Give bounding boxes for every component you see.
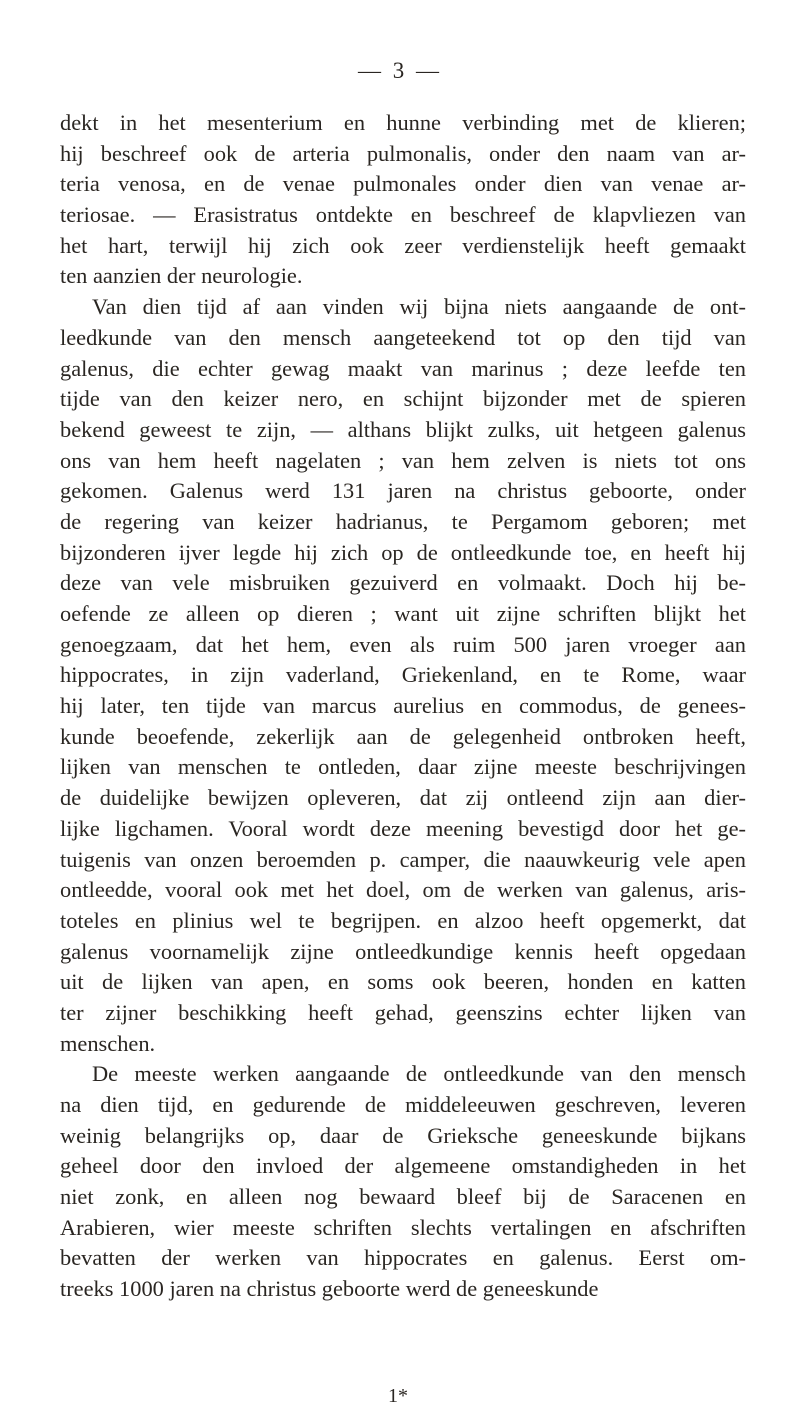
text-line: weinig belangrijks op, daar de Grieksche geneeskunde bijkans	[60, 1122, 746, 1148]
text-line: ons van hem heeft nagelaten ; van hem zelven is niets tot ons	[60, 447, 746, 473]
text-line: deze van vele misbruiken gezuiverd en volmaakt. Doch hij be-	[60, 570, 746, 596]
text-line: tuigenis van onzen beroemden p. camper, die naauwkeurig vele apen	[60, 846, 746, 872]
page-number-header: — 3 —	[358, 58, 442, 83]
text-line: na dien tijd, en gedurende de middeleeuwen geschreven, leveren	[60, 1092, 746, 1117]
text-line: niet zonk, en alleen nog bewaard bleef bij de Saracenen en	[60, 1184, 746, 1210]
text-line: bevatten der werken van hippocrates en galenus. Eerst om-	[60, 1245, 746, 1271]
text-line: de duidelijke bewijzen opleveren, dat zij ontleend zijn aan dier-	[60, 785, 746, 811]
signature-mark: 1*	[388, 1385, 408, 1407]
text-line: dekt in het mesenterium en hunne verbinding met de klieren;	[60, 110, 746, 135]
text-line: het hart, terwijl hij zich ook zeer verdienstelijk heeft gemaakt	[60, 232, 746, 258]
text-line: hippocrates, in zijn vaderland, Griekenland, en te Rome, waar	[60, 662, 746, 688]
text-line: geheel door den invloed der algemeene omstandigheden in het	[60, 1153, 746, 1179]
text-line: leedkunde van den mensch aangeteekend tot op den tijd van	[60, 324, 746, 350]
text-line: ontleedde, vooral ook met het doel, om de werken van galenus, aris-	[60, 877, 746, 903]
text-line: galenus, die echter gewag maakt van marinus ; deze leefde ten	[60, 355, 746, 381]
text-line: lijke ligchamen. Vooral wordt deze meening bevestigd door het ge-	[60, 815, 746, 841]
text-line: Arabieren, wier meeste schriften slechts vertalingen en afschriften	[60, 1214, 746, 1240]
text-line: Van dien tijd af aan vinden wij bijna niets aangaande de ont-	[92, 294, 746, 320]
text-line: gekomen. Galenus werd 131 jaren na christus geboorte, onder	[60, 478, 746, 504]
text-line: bekend geweest te zijn, — althans blijkt zulks, uit hetgeen galenus	[60, 416, 746, 442]
text-line: galenus voornamelijk zijne ontleedkundige kennis heeft opgedaan	[60, 938, 746, 964]
text-line: hij beschreef ook de arteria pulmonalis, onder den naam van ar-	[60, 140, 746, 166]
text-line: tijde van den keizer nero, en schijnt bijzonder met de spieren	[60, 386, 746, 412]
text-line: de regering van keizer hadrianus, te Pergamom geboren; met	[60, 508, 746, 534]
text-line: toteles en plinius wel te begrijpen. en alzoo heeft opgemerkt, dat	[60, 907, 746, 933]
text-line: menschen.	[60, 1030, 156, 1056]
text-line: bijzonderen ijver legde hij zich op de ontleedkunde toe, en heeft hij	[60, 539, 746, 565]
text-line: ten aanzien der neurologie.	[60, 263, 303, 289]
text-line: ter zijner beschikking heeft gehad, geenszins echter lijken van	[60, 999, 746, 1025]
text-line: oefende ze alleen op dieren ; want uit zijne schriften blijkt het	[60, 601, 746, 626]
text-line: uit de lijken van apen, en soms ook beeren, honden en katten	[60, 969, 746, 995]
text-line: genoegzaam, dat het hem, even als ruim 500 jaren vroeger aan	[60, 631, 746, 657]
body-text	[60, 108, 746, 1305]
text-line: kunde beoefende, zekerlijk aan de gelegenheid ontbroken heeft,	[60, 723, 746, 749]
text-line: teria venosa, en de venae pulmonales onder dien van venae ar-	[60, 171, 746, 197]
text-line: De meeste werken aangaande de ontleedkunde van den mensch	[92, 1061, 746, 1087]
text-line: teriosae. — Erasistratus ontdekte en beschreef de klapvliezen van	[60, 202, 746, 228]
text-line: treeks 1000 jaren na christus geboorte werd de geneeskunde	[60, 1276, 599, 1302]
text-line: lijken van menschen te ontleden, daar zijne meeste beschrijvingen	[60, 754, 746, 780]
text-line: hij later, ten tijde van marcus aurelius en commodus, de genees-	[60, 693, 746, 719]
